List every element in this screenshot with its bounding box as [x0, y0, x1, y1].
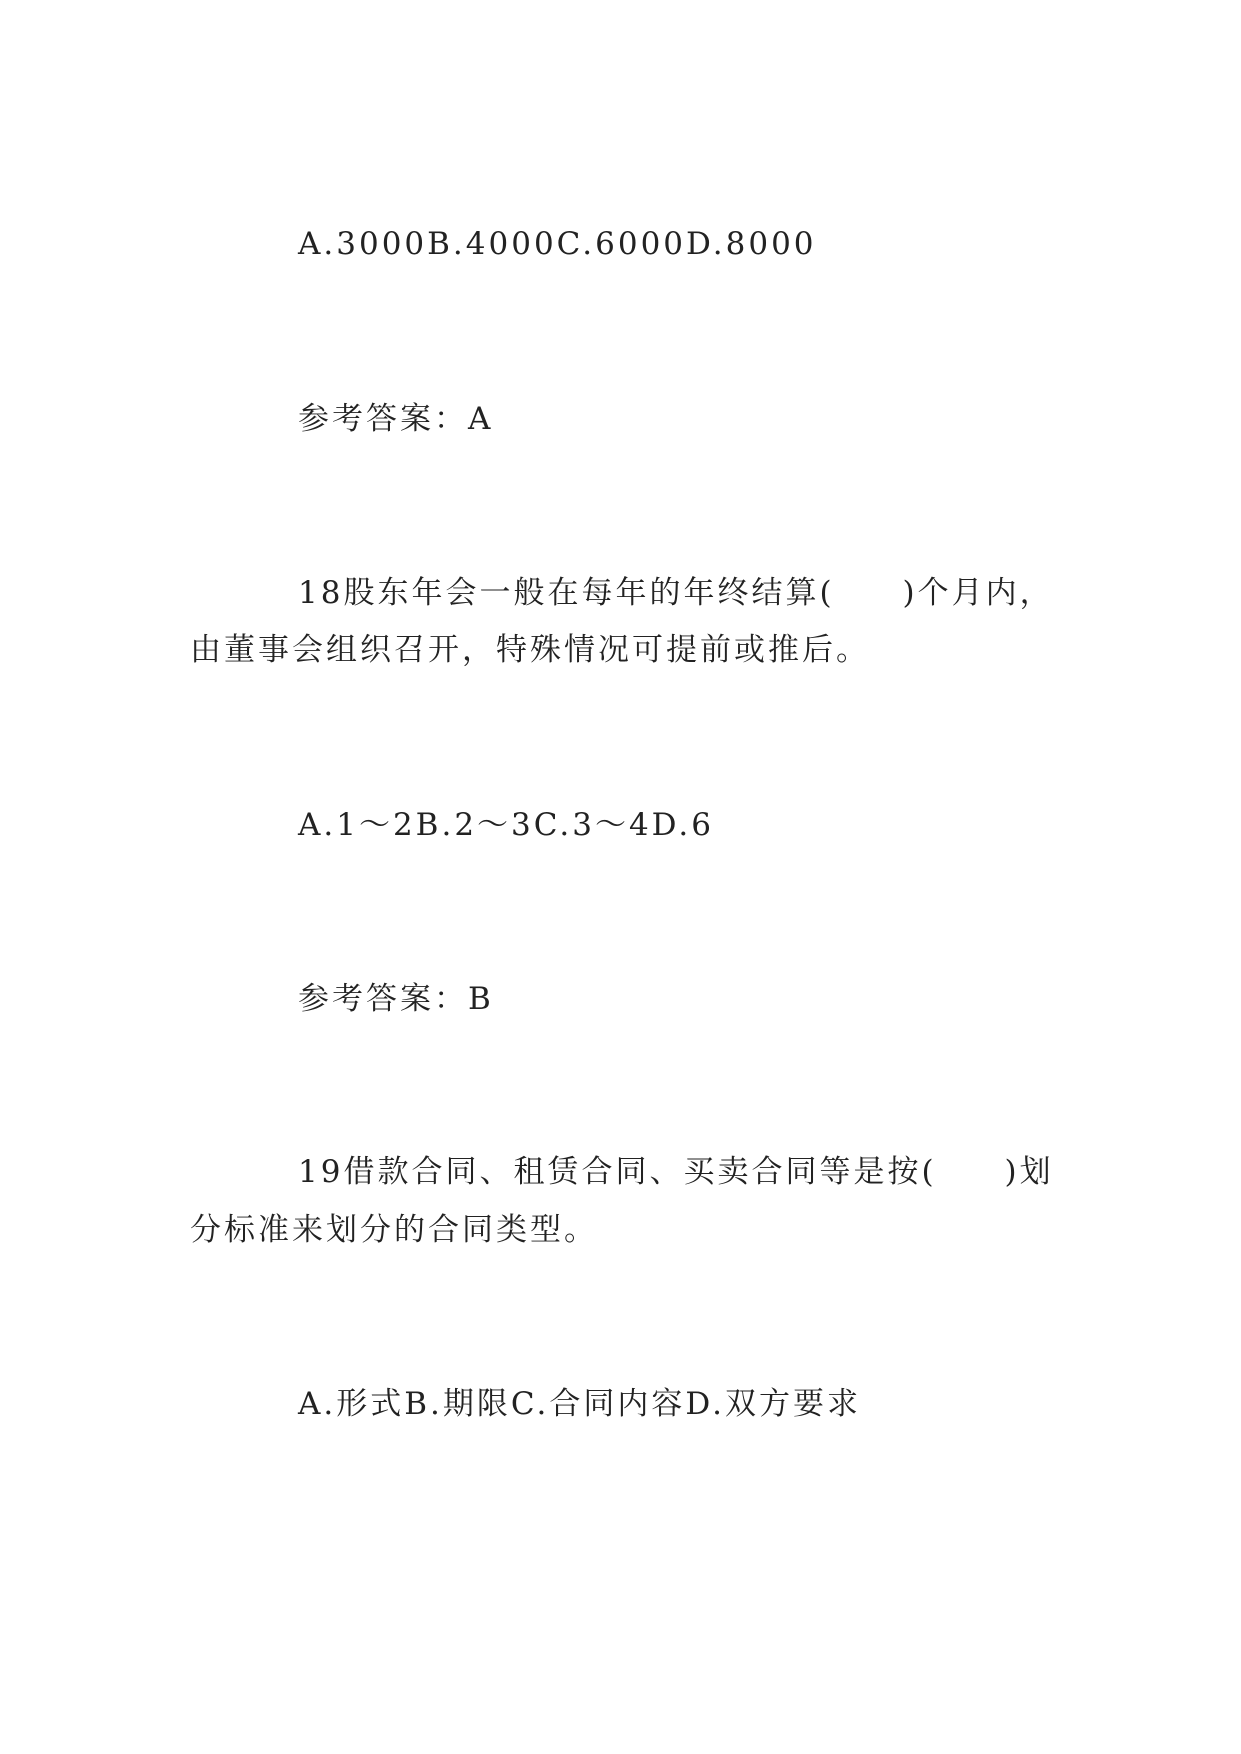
- q17-answer: 参考答案：A: [298, 401, 494, 437]
- q18-stem-line1: 18股东年会一般在每年的年终结算( )个月内，: [298, 575, 1054, 611]
- q18-answer: 参考答案：B: [298, 981, 494, 1017]
- q18-options: A.1～2B.2～3C.3～4D.6: [298, 807, 715, 843]
- q19-options: A.形式B.期限C.合同内容D.双方要求: [298, 1386, 861, 1422]
- q18-stem-line2: 由董事会组织召开，特殊情况可提前或推后。: [190, 632, 870, 668]
- q19-stem-line2: 分标准来划分的合同类型。: [190, 1212, 598, 1248]
- q19-stem-line1: 19借款合同、租赁合同、买卖合同等是按( )划: [298, 1154, 1054, 1190]
- q17-options: A.3000B.4000C.6000D.8000: [298, 226, 817, 262]
